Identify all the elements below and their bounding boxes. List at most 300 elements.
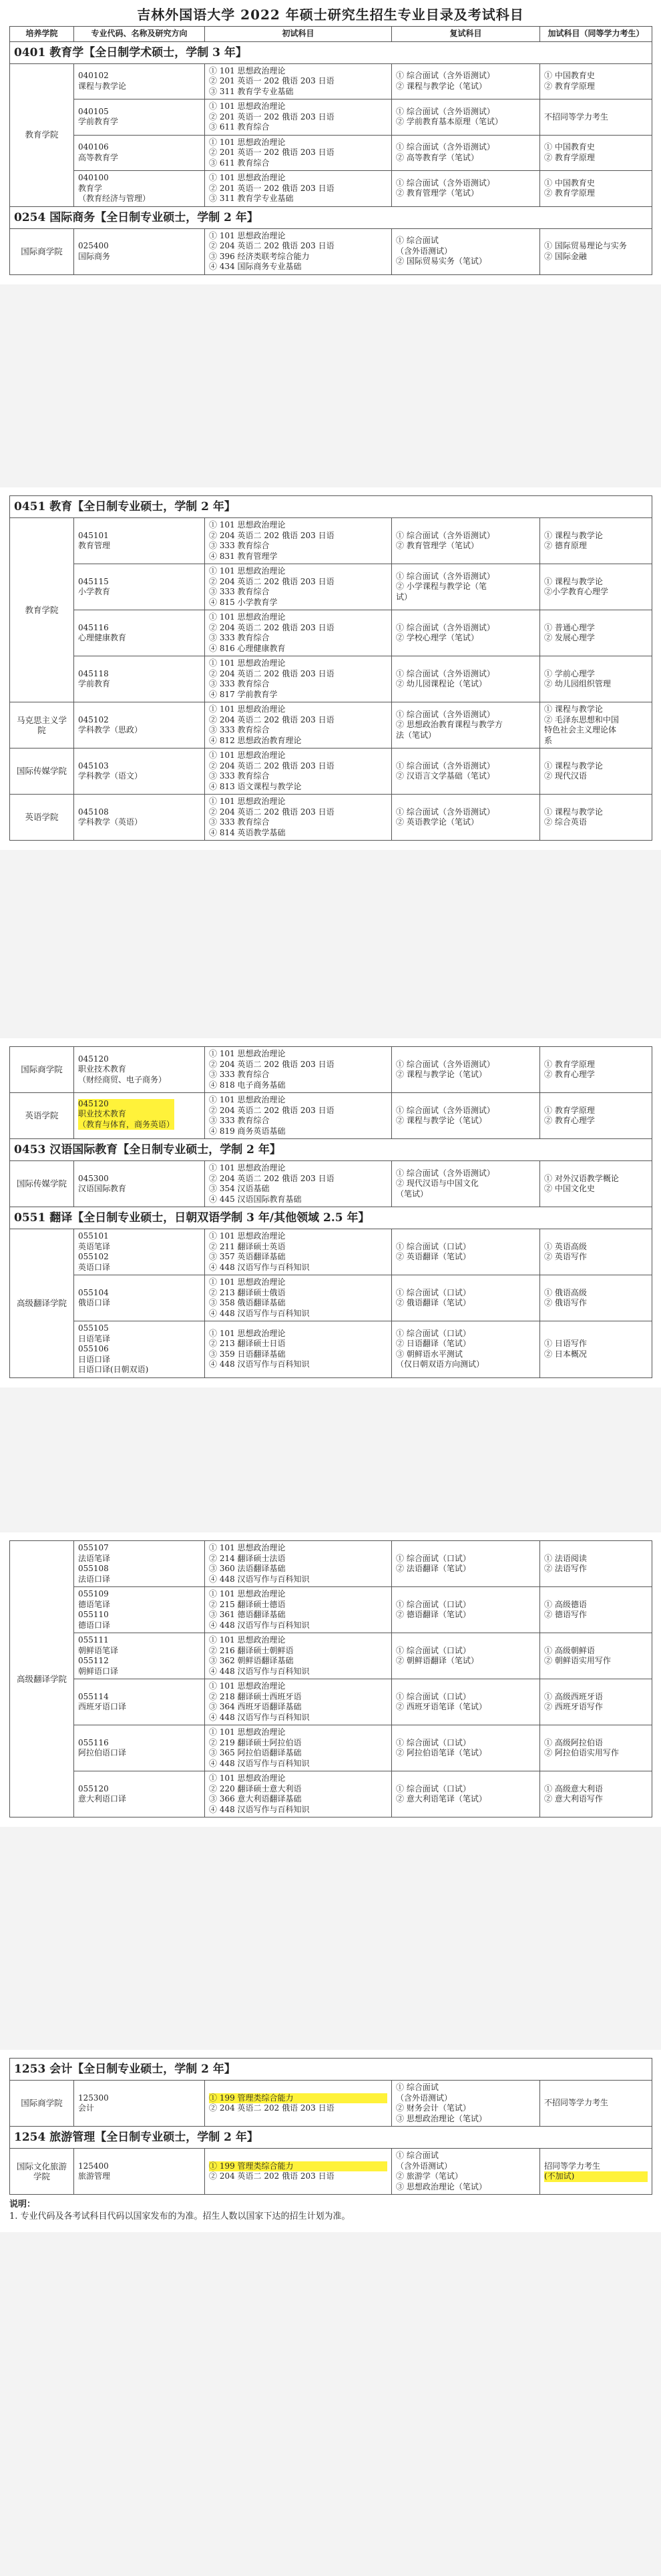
extra-line: ② 朝鲜语实用写作 bbox=[544, 1656, 611, 1665]
extra-line: ② 西班牙语写作 bbox=[544, 1702, 603, 1711]
exam-line: ① 101 思想政治理论 bbox=[209, 1773, 286, 1783]
retest-cell bbox=[392, 795, 540, 841]
extra-cell bbox=[540, 2149, 652, 2195]
major-line: 045103 bbox=[78, 761, 109, 771]
major-line: 心理健康教育 bbox=[78, 633, 127, 642]
extra-line: ① 法语阅读 bbox=[544, 1553, 587, 1563]
page-sheet bbox=[0, 0, 661, 284]
major-cell bbox=[74, 171, 205, 207]
section-heading: 0551 翻译【全日制专业硕士，日朝双语学制 3 年/其他领域 2.5 年】 bbox=[10, 1207, 652, 1229]
extra-line: ① 课程与教学论 bbox=[544, 807, 603, 817]
retest-line: ① 综合面试（口试） bbox=[396, 1783, 471, 1793]
section-heading: 0453 汉语国际教育【全日制专业硕士，学制 2 年】 bbox=[10, 1139, 652, 1161]
retest-cell bbox=[392, 1679, 540, 1725]
extra-line: ① 英语高级 bbox=[544, 1241, 587, 1251]
exam-line: ③ 333 教育综合 bbox=[209, 587, 270, 596]
major-line: 旅游管理 bbox=[78, 2171, 111, 2181]
retest-cell bbox=[392, 1541, 540, 1587]
retest-line: （含外语测试） bbox=[396, 2161, 453, 2171]
exam-line: ④ 817 学前教育学 bbox=[209, 689, 278, 699]
exam-line: ② 213 翻译硕士日语 bbox=[209, 1339, 286, 1349]
retest-line: 法（笔试） bbox=[396, 730, 437, 740]
retest-cell bbox=[392, 1275, 540, 1321]
retest-line: ③ 朝鲜语水平测试 bbox=[396, 1349, 463, 1359]
catalog-table bbox=[9, 495, 652, 841]
exam-line: ② 218 翻译硕士西班牙语 bbox=[209, 1691, 302, 1701]
extra-cell bbox=[540, 171, 652, 207]
retest-cell bbox=[392, 1229, 540, 1275]
major-line: 025400 bbox=[78, 241, 109, 250]
exam-cell bbox=[205, 656, 392, 702]
retest-line: ② 高等教育学（笔试） bbox=[396, 152, 479, 162]
retest-line: ① 综合面试 bbox=[396, 2151, 439, 2160]
table-header-row bbox=[10, 27, 652, 42]
major-line: 040106 bbox=[78, 142, 109, 152]
retest-cell bbox=[392, 2149, 540, 2195]
retest-line: ① 综合面试（含外语测试） bbox=[396, 106, 495, 116]
major-line: 045300 bbox=[78, 1173, 109, 1183]
exam-cell bbox=[205, 1725, 392, 1771]
exam-cell bbox=[205, 795, 392, 841]
extra-line: ① 高级阿拉伯语 bbox=[544, 1737, 603, 1747]
major-line: 学前教育 bbox=[78, 679, 111, 688]
extra-cell bbox=[540, 564, 652, 610]
section-row bbox=[10, 41, 652, 63]
section-row bbox=[10, 1207, 652, 1229]
retest-line: ② 思想政治教育课程与教学方 bbox=[396, 720, 503, 730]
exam-line: ② 201 英语一 202 俄语 203 日语 bbox=[209, 183, 335, 193]
college-cell: 国际商学院 bbox=[10, 2081, 74, 2127]
major-line: 会计 bbox=[78, 2103, 95, 2113]
section-heading: 1253 会计【全日制专业硕士，学制 2 年】 bbox=[10, 2059, 652, 2081]
major-cell bbox=[74, 1275, 205, 1321]
extra-line: ② 意大利语写作 bbox=[544, 1794, 603, 1803]
retest-cell bbox=[392, 518, 540, 564]
extra-line: ① 高级西班牙语 bbox=[544, 1691, 603, 1701]
exam-line: ③ 396 经济类联考综合能力 bbox=[209, 251, 310, 261]
extra-line: (不加试) bbox=[544, 2171, 648, 2182]
extra-cell bbox=[540, 1275, 652, 1321]
major-line: 法语口译 bbox=[78, 1574, 111, 1584]
exam-line: ④ 818 电子商务基础 bbox=[209, 1080, 286, 1090]
exam-line: ③ 333 教育综合 bbox=[209, 1116, 270, 1125]
major-cell bbox=[74, 135, 205, 171]
exam-line: ① 101 思想政治理论 bbox=[209, 137, 286, 147]
extra-cell bbox=[540, 1725, 652, 1771]
extra-cell bbox=[540, 656, 652, 702]
extra-line: ① 中国教育史 bbox=[544, 142, 595, 152]
table-row bbox=[10, 1633, 652, 1679]
section-heading: 0254 国际商务【全日制专业硕士，学制 2 年】 bbox=[10, 206, 652, 228]
table-row bbox=[10, 1679, 652, 1725]
retest-line: ② 国际贸易实务（笔试） bbox=[396, 256, 487, 266]
exam-line: ① 101 思想政治理论 bbox=[209, 704, 286, 714]
retest-cell bbox=[392, 748, 540, 795]
extra-cell bbox=[540, 1587, 652, 1633]
exam-line: ① 101 思想政治理论 bbox=[209, 750, 286, 760]
table-row bbox=[10, 795, 652, 841]
column-header: 加试科目（同等学力考生） bbox=[540, 27, 652, 42]
retest-line: ② 朝鲜语翻译（笔试） bbox=[396, 1656, 479, 1665]
section-row bbox=[10, 496, 652, 518]
table-row bbox=[10, 610, 652, 656]
major-line: 055104 bbox=[78, 1287, 109, 1297]
extra-line: 特色社会主义理论体 bbox=[544, 725, 617, 734]
exam-line: ① 101 思想政治理论 bbox=[209, 1635, 286, 1645]
exam-line: ① 101 思想政治理论 bbox=[209, 1095, 286, 1104]
table-row bbox=[10, 518, 652, 564]
extra-line: ① 课程与教学论 bbox=[544, 576, 603, 586]
exam-cell bbox=[205, 1161, 392, 1207]
exam-line: ① 101 思想政治理论 bbox=[209, 1328, 286, 1338]
retest-line: ① 综合面试（含外语测试） bbox=[396, 668, 495, 678]
retest-cell bbox=[392, 171, 540, 207]
retest-line: （含外语测试） bbox=[396, 246, 453, 256]
exam-cell bbox=[205, 748, 392, 795]
retest-line: ② 课程与教学论（笔试） bbox=[396, 81, 487, 91]
major-line: 课程与教学论 bbox=[78, 81, 127, 91]
major-line: 045115 bbox=[78, 576, 109, 586]
retest-line: ② 现代汉语与中国文化 bbox=[396, 1178, 479, 1189]
major-line: 045102 bbox=[78, 714, 109, 724]
exam-line: ③ 366 意大利语翻译基础 bbox=[209, 1794, 302, 1803]
retest-line: ② 旅游学（笔试） bbox=[396, 2171, 463, 2181]
retest-line: ① 综合面试（口试） bbox=[396, 1553, 471, 1563]
exam-line: ① 199 管理类综合能力 bbox=[209, 2093, 387, 2104]
retest-cell bbox=[392, 135, 540, 171]
retest-line: ① 综合面试（含外语测试） bbox=[396, 530, 495, 540]
table-row bbox=[10, 1047, 652, 1093]
extra-line: ② 教育学原理 bbox=[544, 152, 595, 162]
extra-cell bbox=[540, 1229, 652, 1275]
major-line: 045116 bbox=[78, 622, 109, 632]
exam-line: ③ 362 朝鲜语翻译基础 bbox=[209, 1656, 294, 1665]
exam-line: ④ 819 商务英语基础 bbox=[209, 1126, 286, 1136]
exam-line: ③ 333 教育综合 bbox=[209, 817, 270, 827]
table-row bbox=[10, 2081, 652, 2127]
retest-line: ② 学前教育基本原理（笔试） bbox=[396, 117, 503, 127]
exam-line: ① 101 思想政治理论 bbox=[209, 520, 286, 529]
major-cell bbox=[74, 1229, 205, 1275]
exam-cell bbox=[205, 1047, 392, 1093]
college-cell: 教育学院 bbox=[10, 518, 74, 702]
extra-cell bbox=[540, 228, 652, 274]
extra-cell bbox=[540, 135, 652, 171]
retest-line: ② 英语教学论（笔试） bbox=[396, 817, 479, 827]
major-line: 055101 bbox=[78, 1231, 109, 1241]
college-cell: 英语学院 bbox=[10, 795, 74, 841]
table-row bbox=[10, 656, 652, 702]
exam-line: ② 216 翻译硕士朝鲜语 bbox=[209, 1645, 294, 1655]
exam-line: ① 101 思想政治理论 bbox=[209, 1231, 286, 1241]
section-row bbox=[10, 1139, 652, 1161]
major-cell bbox=[74, 2081, 205, 2127]
extra-cell bbox=[540, 610, 652, 656]
exam-line: ③ 333 教育综合 bbox=[209, 679, 270, 688]
college-cell: 高级翻译学院 bbox=[10, 1229, 74, 1378]
major-line: 朝鲜语口译 bbox=[78, 1666, 119, 1676]
extra-line: ② 幼儿园组织管理 bbox=[544, 679, 611, 688]
exam-cell bbox=[205, 1275, 392, 1321]
major-line: 西班牙语口译 bbox=[78, 1702, 127, 1711]
exam-cell bbox=[205, 1093, 392, 1139]
retest-line: ③ 思想政治理论（笔试） bbox=[396, 2181, 487, 2191]
exam-line: ② 204 英语二 202 俄语 203 日语 bbox=[209, 1105, 335, 1115]
exam-line: ④ 448 汉语写作与百科知识 bbox=[209, 1712, 310, 1722]
exam-line: ① 101 思想政治理论 bbox=[209, 1589, 286, 1598]
retest-line: ③ 思想政治理论（笔试） bbox=[396, 2113, 487, 2123]
retest-line: ② 日语翻译（笔试） bbox=[396, 1339, 471, 1349]
exam-line: ④ 813 语文课程与教学论 bbox=[209, 781, 302, 791]
retest-line: ② 学校心理学（笔试） bbox=[396, 633, 479, 642]
major-line: 045120 bbox=[78, 1054, 109, 1064]
extra-line: ① 俄语高级 bbox=[544, 1287, 587, 1297]
retest-cell bbox=[392, 610, 540, 656]
retest-line: ② 西班牙语笔译（笔试） bbox=[396, 1702, 487, 1711]
table-row bbox=[10, 135, 652, 171]
major-cell bbox=[74, 63, 205, 99]
exam-line: ③ 358 俄语翻译基础 bbox=[209, 1298, 286, 1307]
major-line: 日语笔译 bbox=[78, 1333, 111, 1343]
college-cell: 国际文化旅游学院 bbox=[10, 2149, 74, 2195]
exam-line: ② 204 英语二 202 俄语 203 日语 bbox=[209, 714, 335, 724]
major-line: 德语口译 bbox=[78, 1620, 111, 1630]
major-line: 教育学 bbox=[78, 183, 103, 193]
exam-line: ② 204 英语二 202 俄语 203 日语 bbox=[209, 2103, 335, 2113]
retest-line: 试） bbox=[396, 592, 413, 602]
extra-line: ② 教育心理学 bbox=[544, 1070, 595, 1079]
exam-line: ③ 611 教育综合 bbox=[209, 122, 270, 132]
extra-line: ② 发展心理学 bbox=[544, 633, 595, 642]
major-line: 高等教育学 bbox=[78, 152, 119, 162]
exam-line: ② 201 英语一 202 俄语 203 日语 bbox=[209, 76, 335, 85]
major-cell bbox=[74, 564, 205, 610]
major-cell bbox=[74, 656, 205, 702]
exam-line: ③ 359 日语翻译基础 bbox=[209, 1349, 286, 1359]
exam-line: ② 213 翻译硕士俄语 bbox=[209, 1287, 286, 1297]
exam-line: ② 204 英语二 202 俄语 203 日语 bbox=[209, 2171, 335, 2181]
extra-line: ② 国际金融 bbox=[544, 251, 587, 261]
exam-cell bbox=[205, 610, 392, 656]
exam-line: ③ 333 教育综合 bbox=[209, 541, 270, 550]
exam-cell bbox=[205, 1229, 392, 1275]
extra-line: ② 教育学原理 bbox=[544, 81, 595, 91]
extra-line: ② 综合英语 bbox=[544, 817, 587, 827]
college-cell: 国际商学院 bbox=[10, 1047, 74, 1093]
extra-line: ① 国际贸易理论与实务 bbox=[544, 241, 627, 250]
exam-line: ② 220 翻译硕士意大利语 bbox=[209, 1783, 302, 1793]
retest-line: ① 综合面试（含外语测试） bbox=[396, 142, 495, 152]
retest-line: ② 意大利语笔译（笔试） bbox=[396, 1794, 487, 1803]
section-heading: 1254 旅游管理【全日制专业硕士，学制 2 年】 bbox=[10, 2127, 652, 2149]
retest-cell bbox=[392, 228, 540, 274]
exam-line: ③ 611 教育综合 bbox=[209, 158, 270, 168]
major-cell bbox=[74, 702, 205, 748]
major-cell bbox=[74, 228, 205, 274]
major-line: 040105 bbox=[78, 106, 109, 116]
exam-line: ② 204 英语二 202 俄语 203 日语 bbox=[209, 576, 335, 586]
retest-line: （仅日朝双语方向测试） bbox=[396, 1359, 485, 1369]
exam-line: ④ 434 国际商务专业基础 bbox=[209, 262, 302, 271]
table-row bbox=[10, 1587, 652, 1633]
extra-line: ① 日语写作 bbox=[544, 1339, 587, 1349]
major-line: 汉语国际教育 bbox=[78, 1184, 127, 1193]
table-row bbox=[10, 1093, 652, 1139]
exam-line: ③ 333 教育综合 bbox=[209, 771, 270, 781]
exam-line: ② 204 英语二 202 俄语 203 日语 bbox=[209, 530, 335, 540]
extra-line: ① 中国教育史 bbox=[544, 178, 595, 188]
section-row bbox=[10, 2059, 652, 2081]
exam-cell bbox=[205, 1541, 392, 1587]
major-line: 055111 bbox=[78, 1635, 109, 1645]
column-header: 初试科目 bbox=[205, 27, 392, 42]
exam-cell bbox=[205, 1321, 392, 1378]
extra-line: 不招同等学力考生 bbox=[544, 112, 609, 122]
extra-cell bbox=[540, 63, 652, 99]
exam-line: ① 101 思想政治理论 bbox=[209, 1727, 286, 1737]
college-cell: 国际传媒学院 bbox=[10, 748, 74, 795]
retest-line: ② 财务会计（笔试） bbox=[396, 2103, 471, 2113]
college-cell: 马克思主义学院 bbox=[10, 702, 74, 748]
exam-line: ③ 365 阿拉伯语翻译基础 bbox=[209, 1748, 302, 1757]
retest-line: ① 综合面试 bbox=[396, 236, 439, 246]
major-line: 045108 bbox=[78, 807, 109, 817]
table-row bbox=[10, 1229, 652, 1275]
major-cell bbox=[74, 1321, 205, 1378]
extra-line: 不招同等学力考生 bbox=[544, 2098, 609, 2108]
extra-line: ② 法语写作 bbox=[544, 1564, 587, 1573]
retest-line: ① 综合面试（口试） bbox=[396, 1287, 471, 1297]
exam-cell bbox=[205, 99, 392, 136]
extra-line: ① 课程与教学论 bbox=[544, 761, 603, 771]
exam-cell bbox=[205, 1587, 392, 1633]
retest-line: ① 综合面试（含外语测试） bbox=[396, 571, 495, 581]
major-cell bbox=[74, 1771, 205, 1817]
major-line: 125300 bbox=[78, 2093, 109, 2103]
retest-cell bbox=[392, 1587, 540, 1633]
major-cell bbox=[74, 748, 205, 795]
retest-line: ② 小学课程与教学论（笔 bbox=[396, 582, 487, 592]
retest-line: ② 教育管理学（笔试） bbox=[396, 188, 479, 198]
exam-cell bbox=[205, 228, 392, 274]
table-row bbox=[10, 99, 652, 136]
major-cell bbox=[74, 1679, 205, 1725]
retest-line: ① 综合面试（口试） bbox=[396, 1328, 471, 1338]
major-cell bbox=[74, 1047, 205, 1093]
exam-line: ② 204 英语二 202 俄语 203 日语 bbox=[209, 668, 335, 678]
retest-cell bbox=[392, 1771, 540, 1817]
major-line: 055110 bbox=[78, 1610, 109, 1619]
exam-cell bbox=[205, 564, 392, 610]
extra-line: ② 中国文化史 bbox=[544, 1184, 595, 1193]
exam-line: ② 219 翻译硕士阿拉伯语 bbox=[209, 1737, 302, 1747]
exam-line: ① 101 思想政治理论 bbox=[209, 612, 286, 622]
retest-line: ① 综合面试（含外语测试） bbox=[396, 1168, 495, 1178]
college-cell: 高级翻译学院 bbox=[10, 1541, 74, 1817]
extra-cell bbox=[540, 1321, 652, 1378]
major-line: 意大利语口译 bbox=[78, 1794, 127, 1803]
notes-heading: 说明： bbox=[9, 2199, 36, 2209]
extra-cell bbox=[540, 1633, 652, 1679]
exam-line: ② 204 英语二 202 俄语 203 日语 bbox=[209, 761, 335, 771]
exam-line: ② 201 英语一 202 俄语 203 日语 bbox=[209, 112, 335, 122]
extra-line: ① 对外汉语教学概论 bbox=[544, 1173, 619, 1183]
exam-line: ② 211 翻译硕士英语 bbox=[209, 1241, 286, 1251]
retest-line: ② 阿拉伯语笔译（笔试） bbox=[396, 1748, 487, 1757]
section-row bbox=[10, 206, 652, 228]
exam-cell bbox=[205, 2081, 392, 2127]
retest-line: ① 综合面试（含外语测试） bbox=[396, 622, 495, 632]
retest-line: ① 综合面试（口试） bbox=[396, 1737, 471, 1747]
exam-line: ③ 361 德语翻译基础 bbox=[209, 1610, 286, 1619]
exam-line: ① 101 思想政治理论 bbox=[209, 65, 286, 75]
table-row bbox=[10, 1321, 652, 1378]
table-row bbox=[10, 1275, 652, 1321]
retest-line: ② 教育管理学（笔试） bbox=[396, 541, 479, 550]
exam-cell bbox=[205, 518, 392, 564]
extra-line: ① 学前心理学 bbox=[544, 668, 595, 678]
major-cell bbox=[74, 795, 205, 841]
retest-line: ② 俄语翻译（笔试） bbox=[396, 1298, 471, 1307]
extra-line: ② 教育学原理 bbox=[544, 188, 595, 198]
exam-line: ④ 448 汉语写作与百科知识 bbox=[209, 1804, 310, 1814]
exam-line: ④ 448 汉语写作与百科知识 bbox=[209, 1666, 310, 1676]
exam-line: ① 101 思想政治理论 bbox=[209, 1277, 286, 1287]
major-line: 055106 bbox=[78, 1344, 109, 1353]
extra-cell bbox=[540, 1771, 652, 1817]
major-line: 国际商务 bbox=[78, 251, 111, 261]
table-row bbox=[10, 1161, 652, 1207]
retest-line: （含外语测试） bbox=[396, 2093, 453, 2103]
exam-line: ② 215 翻译硕士德语 bbox=[209, 1599, 286, 1609]
exam-line: ① 199 管理类综合能力 bbox=[209, 2161, 387, 2172]
exam-cell bbox=[205, 1633, 392, 1679]
extra-line: ② 现代汉语 bbox=[544, 771, 587, 781]
major-line: 125400 bbox=[78, 2161, 109, 2171]
page-sheet bbox=[0, 1038, 661, 1387]
retest-line: ① 综合面试（含外语测试） bbox=[396, 1105, 495, 1115]
table-row bbox=[10, 171, 652, 207]
exam-line: ① 101 思想政治理论 bbox=[209, 566, 286, 576]
retest-cell bbox=[392, 1633, 540, 1679]
exam-line: ④ 445 汉语国际教育基础 bbox=[209, 1194, 302, 1204]
extra-line: ② 日本概况 bbox=[544, 1349, 587, 1359]
table-row bbox=[10, 1771, 652, 1817]
extra-cell bbox=[540, 1047, 652, 1093]
retest-line: ① 综合面试（含外语测试） bbox=[396, 178, 495, 188]
major-cell bbox=[74, 1161, 205, 1207]
exam-line: ② 204 英语二 202 俄语 203 日语 bbox=[209, 1059, 335, 1069]
retest-line: ① 综合面试（口试） bbox=[396, 1241, 471, 1251]
extra-cell bbox=[540, 702, 652, 748]
major-line: 055109 bbox=[78, 1589, 109, 1598]
major-line: 055114 bbox=[78, 1691, 109, 1701]
exam-line: ④ 448 汉语写作与百科知识 bbox=[209, 1758, 310, 1768]
major-line: 学前教育学 bbox=[78, 117, 119, 127]
table-row bbox=[10, 2149, 652, 2195]
major-highlight bbox=[78, 1099, 174, 1130]
extra-cell bbox=[540, 1541, 652, 1587]
catalog-table bbox=[9, 2058, 652, 2195]
major-cell bbox=[74, 1725, 205, 1771]
retest-cell bbox=[392, 63, 540, 99]
retest-cell bbox=[392, 2081, 540, 2127]
catalog-table bbox=[9, 1540, 652, 1817]
retest-line: ① 综合面试（含外语测试） bbox=[396, 807, 495, 817]
major-line: 朝鲜语笔译 bbox=[78, 1645, 119, 1655]
retest-cell bbox=[392, 656, 540, 702]
retest-line: ② 德语翻译（笔试） bbox=[396, 1610, 471, 1619]
